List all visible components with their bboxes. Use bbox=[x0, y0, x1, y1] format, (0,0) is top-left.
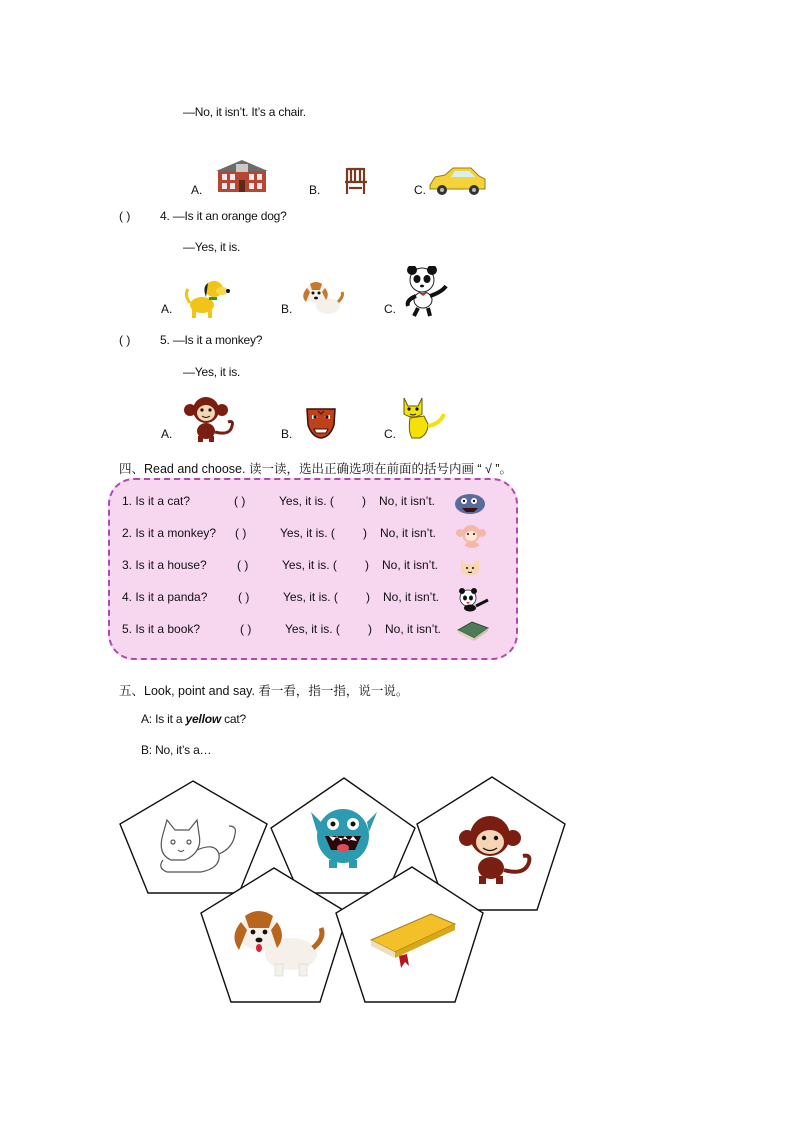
q5-answer: —Yes, it is. bbox=[183, 365, 241, 379]
tiger-mask-icon bbox=[304, 403, 338, 439]
book-icon bbox=[456, 620, 490, 642]
row-yes: Yes, it is. ( bbox=[283, 590, 338, 604]
q4-option-b[interactable]: B. bbox=[281, 302, 293, 316]
row-question: 4. Is it a panda? bbox=[122, 590, 208, 604]
q4-answer-paren[interactable]: ( ) bbox=[119, 209, 131, 223]
chair-icon bbox=[342, 166, 370, 196]
dialogue-a-prefix: A: Is it a bbox=[141, 712, 186, 726]
row-paren-2[interactable]: ) bbox=[366, 590, 370, 604]
q4-question: 4. —Is it an orange dog? bbox=[160, 209, 287, 223]
row-question: 1. Is it a cat? bbox=[122, 494, 191, 508]
read-and-choose-box bbox=[108, 478, 518, 660]
row-question: 5. Is it a book? bbox=[122, 622, 201, 636]
row-paren-2[interactable]: ) bbox=[365, 558, 369, 572]
row-no: No, it isn’t. bbox=[379, 494, 436, 508]
pentagon-cat[interactable] bbox=[120, 781, 267, 893]
car-icon bbox=[427, 165, 487, 197]
yellow-cat-icon bbox=[398, 394, 448, 440]
cat-icon bbox=[458, 556, 482, 580]
q5-question: 5. —Is it a monkey? bbox=[160, 333, 263, 347]
row-paren-1[interactable]: ( ) bbox=[234, 494, 246, 508]
row-yes: Yes, it is. ( bbox=[282, 558, 337, 572]
section5-title: 五、Look, point and say. 看一看，指一指，说一说。 bbox=[119, 684, 409, 698]
yellow-dog-icon bbox=[182, 277, 230, 319]
row-yes: Yes, it is. ( bbox=[285, 622, 340, 636]
row-paren-2[interactable]: ) bbox=[363, 526, 367, 540]
row-no: No, it isn’t. bbox=[383, 590, 440, 604]
dialogue-a-suffix: cat? bbox=[220, 712, 246, 726]
row-no: No, it isn’t. bbox=[385, 622, 442, 636]
q3-option-b[interactable]: B. bbox=[309, 183, 321, 197]
q3-option-a[interactable]: A. bbox=[191, 183, 203, 197]
row-paren-2[interactable]: ) bbox=[362, 494, 366, 508]
row-question: 2. Is it a monkey? bbox=[122, 526, 217, 540]
q3-answer: —No, it isn’t. It’s a chair. bbox=[183, 105, 306, 119]
panda-icon bbox=[402, 266, 450, 318]
panda-icon bbox=[456, 588, 492, 612]
dialogue-a bbox=[141, 712, 246, 726]
section4-title: 四、Read and choose. 读一读，选出正确选项在前面的括号内画 “ √ ”。 bbox=[119, 462, 513, 476]
q5-option-a[interactable]: A. bbox=[161, 427, 173, 441]
row-paren-2[interactable]: ) bbox=[368, 622, 372, 636]
row-paren-1[interactable]: ( ) bbox=[237, 558, 249, 572]
row-yes: Yes, it is. ( bbox=[279, 494, 334, 508]
dialogue-b: B: No, it’s a… bbox=[141, 743, 212, 757]
row-paren-1[interactable]: ( ) bbox=[240, 622, 252, 636]
monkey-icon bbox=[182, 396, 238, 442]
q5-answer-paren[interactable]: ( ) bbox=[119, 333, 131, 347]
monster-icon bbox=[452, 492, 488, 516]
monkey-icon bbox=[452, 524, 490, 548]
row-question: 3. Is it a house? bbox=[122, 558, 207, 572]
pentagon-monster[interactable] bbox=[271, 778, 415, 893]
q4-option-a[interactable]: A. bbox=[161, 302, 173, 316]
q5-option-c[interactable]: C. bbox=[384, 427, 396, 441]
dialogue-a-bold-word: yellow bbox=[185, 712, 221, 726]
pentagon-group bbox=[115, 772, 575, 1008]
puppy-icon bbox=[296, 280, 346, 318]
q4-answer: —Yes, it is. bbox=[183, 240, 241, 254]
q4-option-c[interactable]: C. bbox=[384, 302, 396, 316]
house-icon bbox=[216, 160, 268, 194]
row-yes: Yes, it is. ( bbox=[280, 526, 335, 540]
row-paren-1[interactable]: ( ) bbox=[238, 590, 250, 604]
row-no: No, it isn’t. bbox=[382, 558, 439, 572]
row-no: No, it isn’t. bbox=[380, 526, 437, 540]
q3-option-c[interactable]: C. bbox=[414, 183, 426, 197]
q5-option-b[interactable]: B. bbox=[281, 427, 293, 441]
row-paren-1[interactable]: ( ) bbox=[235, 526, 247, 540]
